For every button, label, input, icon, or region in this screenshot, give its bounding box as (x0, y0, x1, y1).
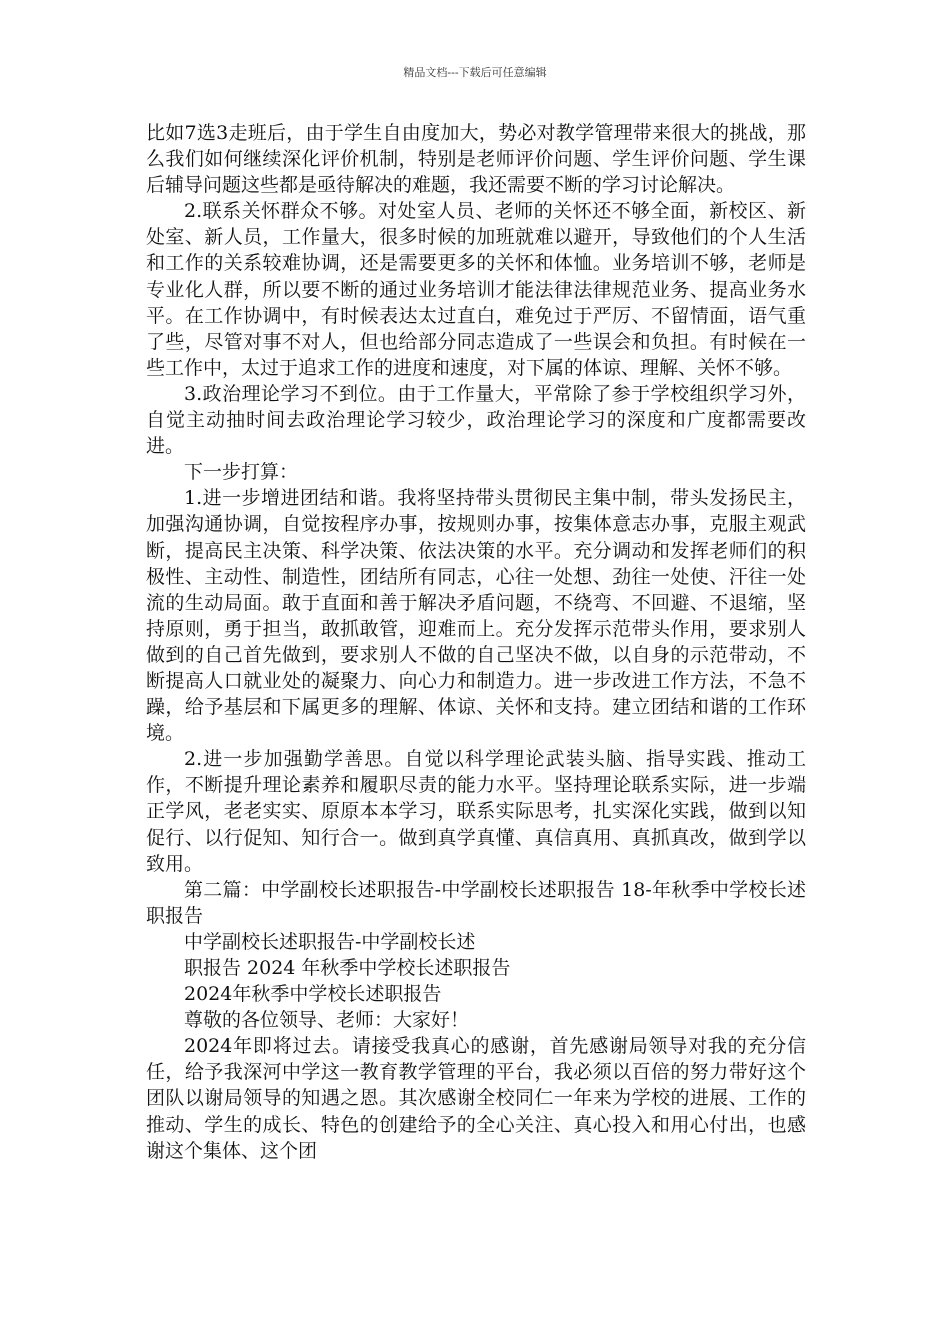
paragraph-plan-2-study: 2.进一步加强勤学善思。自觉以科学理论武装头脑、指导实践、推动工作，不断提升理论素养和履职尽责的能力水平。坚持理论联系实际，进一步端正学风，老老实实、原原本本学习，联系实际思考，扎实深化实践，做到以知促行、以行促知、知行合一。做到真学真懂、真信真用、真抓真改，做到学以致用。 (146, 748, 806, 875)
report-title-line-1: 中学副校长述职报告-中学副校长述 (184, 930, 476, 953)
report-title-line-3: 2024年秋季中学校长述职报告 (184, 983, 442, 1006)
report-title-line-2: 职报告 2024 年秋季中学校长述职报告 (184, 957, 511, 979)
document-body (146, 120, 806, 1164)
paragraph-opening-thanks: 2024年即将过去。请接受我真心的感谢，首先感谢局领导对我的充分信任，给予我深河中学这一教育教学管理的平台，我必须以百倍的努力带好这个团队以谢局领导的知遇之恩。其次感谢全校同仁一年来为学校的进展、工作的推动、学生的成长、特色的创建给予的全心关注、真心投入和用心付出，也感谢这个集体、这个团 (146, 1035, 806, 1162)
paragraph-plan-1-unity: 1.进一步增进团结和谐。我将坚持带头贯彻民主集中制，带头发扬民主，加强沟通协调，自觉按程序办事，按规则办事，按集体意志办事，克服主观武断，提高民主决策、科学决策、依法决策的水平。充分调动和发挥老师们的积极性、主动性、制造性，团结所有同志，心往一处想、劲往一处使、汗往一处流的生动局面。敢于直面和善于解决矛盾问题，不绕弯、不回避、不退缩，坚持原则，勇于担当，敢抓敢管，迎难而上。充分发挥示范带头作用，要求别人做到的自己首先做到，要求别人不做的自己坚决不做，以自身的示范带动，不断提高人口就业处的凝聚力、向心力和制造力。进一步改进工作方法，不急不躁，给予基层和下属更多的理解、体谅、关怀和支持。建立团结和谐的工作环境。 (146, 487, 806, 745)
salutation: 尊敬的各位领导、老师：大家好！ (184, 1009, 470, 1032)
paragraph-item-3-theory: 3.政治理论学习不到位。由于工作量大，平常除了参于学校组织学习外，自觉主动抽时间去政治理论学习较少，政治理论学习的深度和广度都需要改进。 (146, 382, 806, 458)
next-step-heading: 下一步打算： (184, 461, 299, 484)
paragraph-item-2-care: 2.联系关怀群众不够。对处室人员、老师的关怀还不够全面，新校区、新处室、新人员，工作量大，很多时候的加班就难以避开，导致他们的个人生活和工作的关系较难协调，还是需要更多的关怀和体恤。业务培训不够，老师是专业化人群，所以要不断的通过业务培训才能法律法律规范业务、提高业务水平。在工作协调中，有时候表达太过直白，难免过于严厉、不留情面，语气重了些，尽管对事不对人，但也给部分同志造成了一些误会和负担。有时候在一些工作中，太过于追求工作的进度和速度，对下属的体谅、理解、关怀不够。 (146, 200, 806, 379)
paragraph-continuation: 比如7选3走班后，由于学生自由度加大，势必对教学管理带来很大的挑战，那么我们如何继续深化评价机制，特别是老师评价问题、学生评价问题、学生课后辅导问题这些都是亟待解决的难题，我还需要不断的学习讨论解决。 (146, 122, 806, 197)
page-header: 精品文档---下载后可任意编辑 (403, 66, 547, 79)
section-title-part-two: 第二篇：中学副校长述职报告-中学副校长述职报告 18-年秋季中学校长述职报告 (146, 878, 806, 927)
